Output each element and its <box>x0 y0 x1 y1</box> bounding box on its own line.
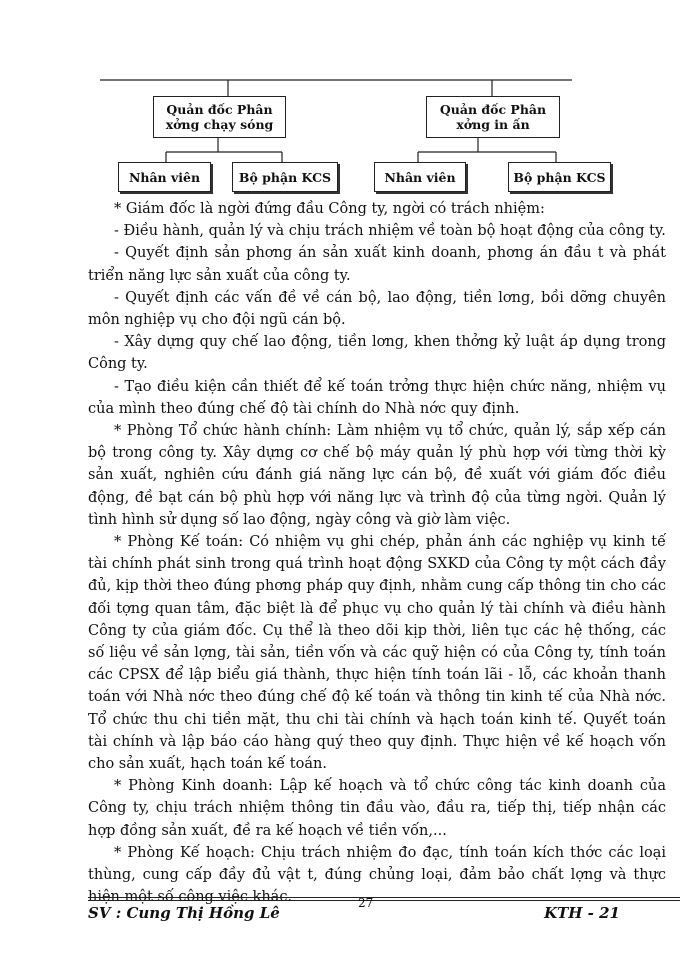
paragraph-sales: * Phòng Kinh doanh: Lập kế hoạch và tổ chức công tác kinh doanh của Công ty, chịu trách nhiệm thông tin đầu vào, đầu ra, tiếp thị, tiếp nhận các hợp đồng sản xuất, đề ra kế hoạch về tiền vốn,... <box>88 778 666 839</box>
student-name: SV : Cung Thị Hồng Lê <box>88 904 280 922</box>
class-code: KTH - 21 <box>544 904 620 922</box>
page-number: 27 <box>358 896 374 910</box>
paragraph-duty-1: - Điều hành, quản lý và chịu trách nhiệm về toàn bộ hoạt động của công ty. <box>114 223 666 240</box>
footer-rule-top <box>88 897 680 898</box>
left-kcs-box <box>232 162 338 192</box>
right-manager-line2: xởng in ấn <box>456 117 530 132</box>
paragraph-duty-5: - Tạo điều kiện cần thiết để kế toán trởng thực hiện chức năng, nhiệm vụ của mình theo đúng chế độ tài chính do Nhà nớc quy định. <box>88 378 666 417</box>
right-staff-box <box>374 162 466 192</box>
right-kcs-box <box>508 162 611 192</box>
paragraph-hr: * Phòng Tổ chức hành chính: Làm nhiệm vụ tổ chức, quản lý, sắp xếp cán bộ trong công ty. Xây dựng cơ chế bộ máy quản lý phù hợp với từng thời kỳ sản xuất, nghiên cứu đánh giá năng lực cán bộ, đề xuất với giám đốc điều động, đề bạt cán bộ phù hợp với năng lực và trình độ của từng ngời. Quản lý tình hình sử dụng số lao động, ngày công và giờ làm việc. <box>88 423 666 528</box>
paragraph-duty-3: - Quyết định các vấn đề về cán bộ, lao động, tiền lơng, bồi dỡng chuyên môn nghiệp vụ cho đội ngũ cán bộ. <box>88 289 666 329</box>
left-manager-box <box>153 96 286 138</box>
page-footer <box>88 896 680 926</box>
left-staff-box <box>118 162 211 192</box>
right-manager-line1: Quản đốc Phân <box>439 102 547 117</box>
left-staff-label: Nhân viên <box>128 169 201 185</box>
paragraph-accounting: * Phòng Kế toán: Có nhiệm vụ ghi chép, phản ánh các nghiệp vụ kinh tế tài chính phát sinh trong quá trình hoạt động SXKD của Công ty một cách đầy đủ, kịp thời theo đúng phơng pháp quy định, nhằm cung cấp thông tin cho các đối tợng quan tâm, đặc biệt là để phục vụ cho quản lý tài chính và điều hành Công ty của giám đốc. Cụ thể là theo dõi kịp thời, liên tục các hệ thống, các số liệu về sản lợng, tài sản, tiền vốn và các quỹ hiện có của Công ty, tính toán các CPSX để lập biểu giá thành, thực hiện tính toán lãi - lỗ, các khoản thanh toán với Nhà nớc theo đúng chế độ kế toán và thông tin kinh tế của Nhà nớc. Tổ chức thu chi tiền mặt, thu chi tài chính và hạch toán kinh tế. Quyết toán tài chính và lập báo cáo hàng quý theo quy định. Thực hiện về kế hoạch vốn cho sản xuất, hạch toán kế toán. <box>88 534 666 773</box>
paragraph-duty-4: - Xây dựng quy chế lao động, tiền lơng, khen thởng kỷ luật áp dụng trong Công ty. <box>88 334 666 373</box>
left-kcs-label: Bộ phận KCS <box>238 169 332 185</box>
paragraph-director: * Giám đốc là ngời đứng đầu Công ty, ngời có trách nhiệm: <box>114 201 545 217</box>
left-manager-line2: xởng chạy sóng <box>165 117 274 132</box>
body-text <box>88 198 666 909</box>
paragraph-duty-2: - Quyết định sản phơng án sản xuất kinh doanh, phơng án đầu t và phát triển năng lực sản xuất của công ty. <box>88 245 666 284</box>
org-chart <box>0 0 700 200</box>
right-manager-box <box>426 96 560 138</box>
left-manager-line1: Quản đốc Phân <box>166 102 273 117</box>
right-staff-label: Nhân viên <box>384 169 456 185</box>
right-kcs-label: Bộ phận KCS <box>513 169 606 185</box>
paragraph-planning: * Phòng Kế hoạch: Chịu trách nhiệm đo đạc, tính toán kích thớc các loại thùng, cung cấp đầy đủ vật t, đúng chủng loại, đảm bảo chất lợng và thực <box>88 844 666 884</box>
